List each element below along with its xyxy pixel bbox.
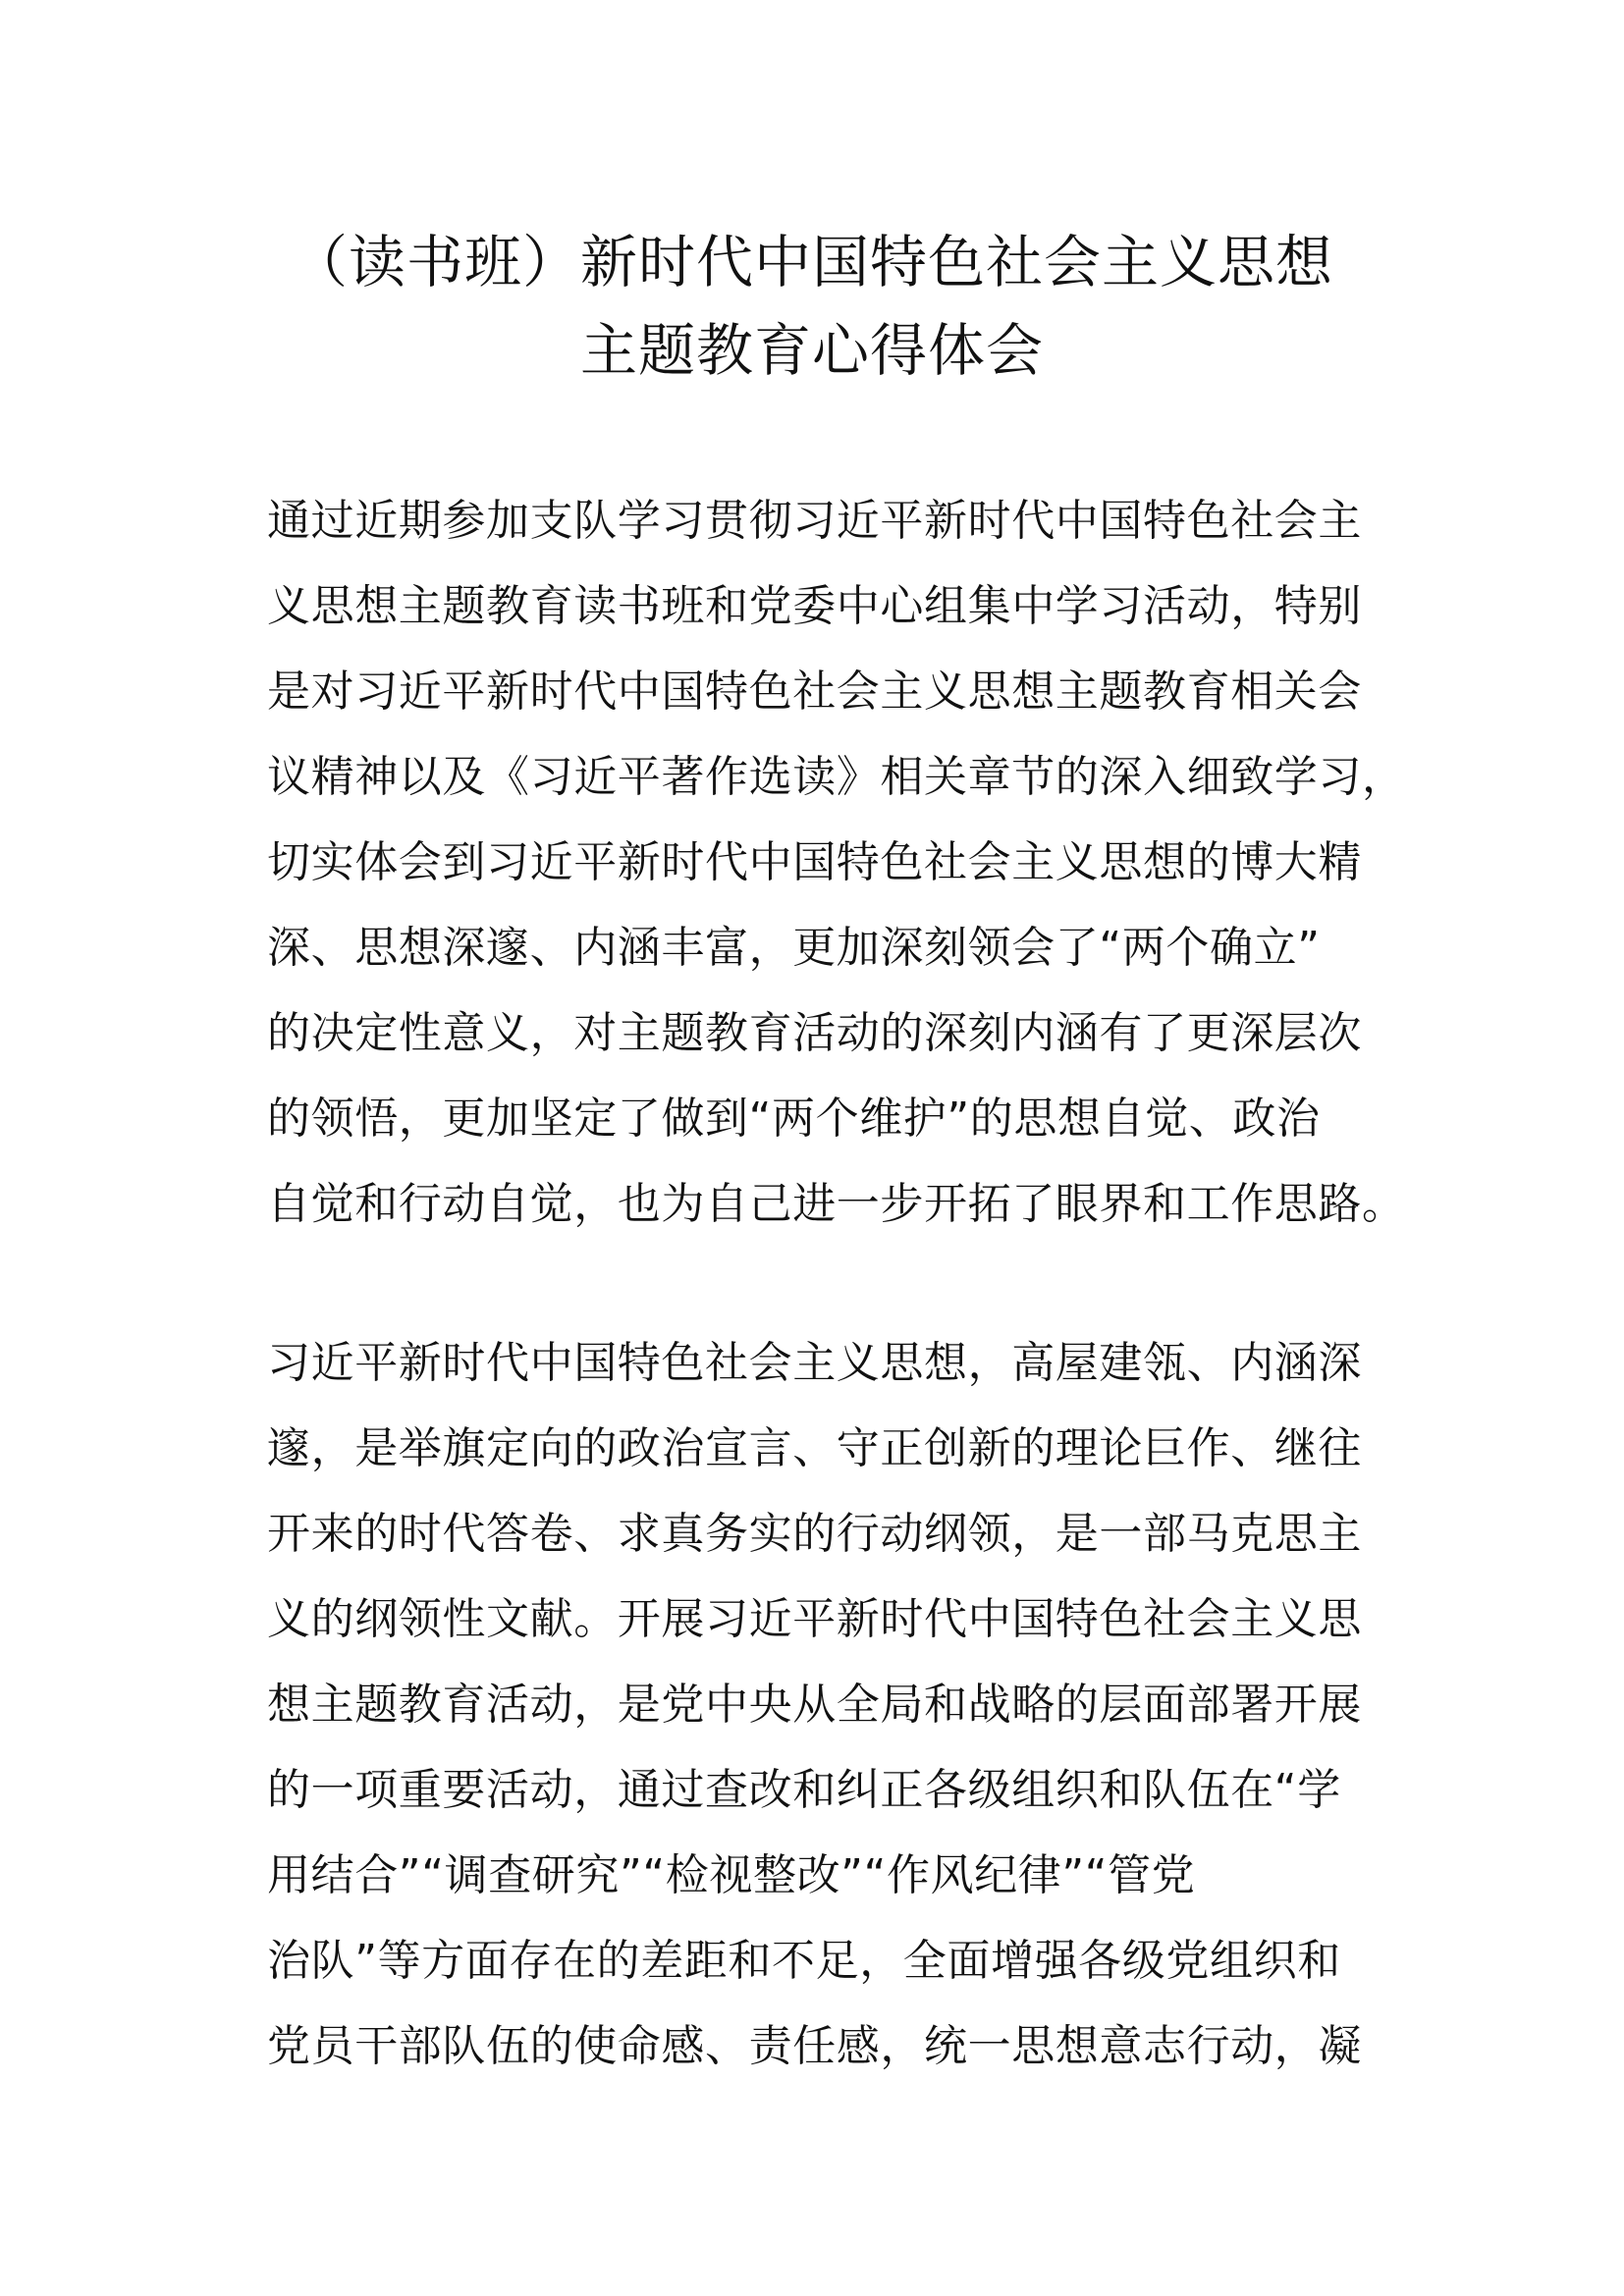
text-line: 的领悟，更加坚定了做到“两个维护”的思想自觉、政治: [267, 1094, 1321, 1144]
text-line: 开来的时代答卷、求真务实的行动纲领，是一部马克思主: [267, 1509, 1362, 1559]
text-line: 深、思想深邃、内涵丰富，更加深刻领会了“两个确立”: [267, 923, 1321, 973]
text-line: 自觉和行动自觉，也为自己进一步开拓了眼界和工作思路。: [267, 1179, 1406, 1229]
text-line: 义的纲领性文献。开展习近平新时代中国特色社会主义思: [267, 1594, 1362, 1644]
text-line: 习近平新时代中国特色社会主义思想，高屋建瓴、内涵深: [267, 1338, 1362, 1388]
title-line-1: （读书班）新时代中国特色社会主义思想: [290, 229, 1333, 295]
document-title: [226, 218, 1398, 395]
text-line: 的决定性意义，对主题教育活动的深刻内涵有了更深层次: [267, 1008, 1362, 1058]
text-line: 党员干部队伍的使命感、责任感，统一思想意志行动，凝: [267, 2021, 1362, 2071]
text-line: 切实体会到习近平新时代中国特色社会主义思想的博大精: [267, 837, 1362, 887]
text-line: 通过近期参加支队学习贯彻习近平新时代中国特色社会主: [267, 496, 1362, 546]
paragraph-1: [267, 478, 1406, 1247]
text-line: 治队”等方面存在的差距和不足，全面增强各级党组织和: [267, 1936, 1341, 1986]
text-line: 的一项重要活动，通过查改和纠正各级组织和队伍在“学: [267, 1765, 1341, 1815]
text-line: 用结合”“调查研究”“检视整改”“作风纪律”“管党: [267, 1850, 1196, 1900]
text-line: 义思想主题教育读书班和党委中心组集中学习活动，特别: [267, 581, 1362, 631]
text-line: 议精神以及《习近平著作选读》相关章节的深入细致学习，: [267, 752, 1406, 802]
text-line: 是对习近平新时代中国特色社会主义思想主题教育相关会: [267, 667, 1362, 717]
title-line-2: 主题教育心得体会: [579, 317, 1044, 384]
text-line: 邃，是举旗定向的政治宣言、守正创新的理论巨作、继往: [267, 1423, 1362, 1473]
paragraph-2: [267, 1320, 1386, 2089]
text-line: 想主题教育活动，是党中央从全局和战略的层面部署开展: [267, 1680, 1362, 1730]
